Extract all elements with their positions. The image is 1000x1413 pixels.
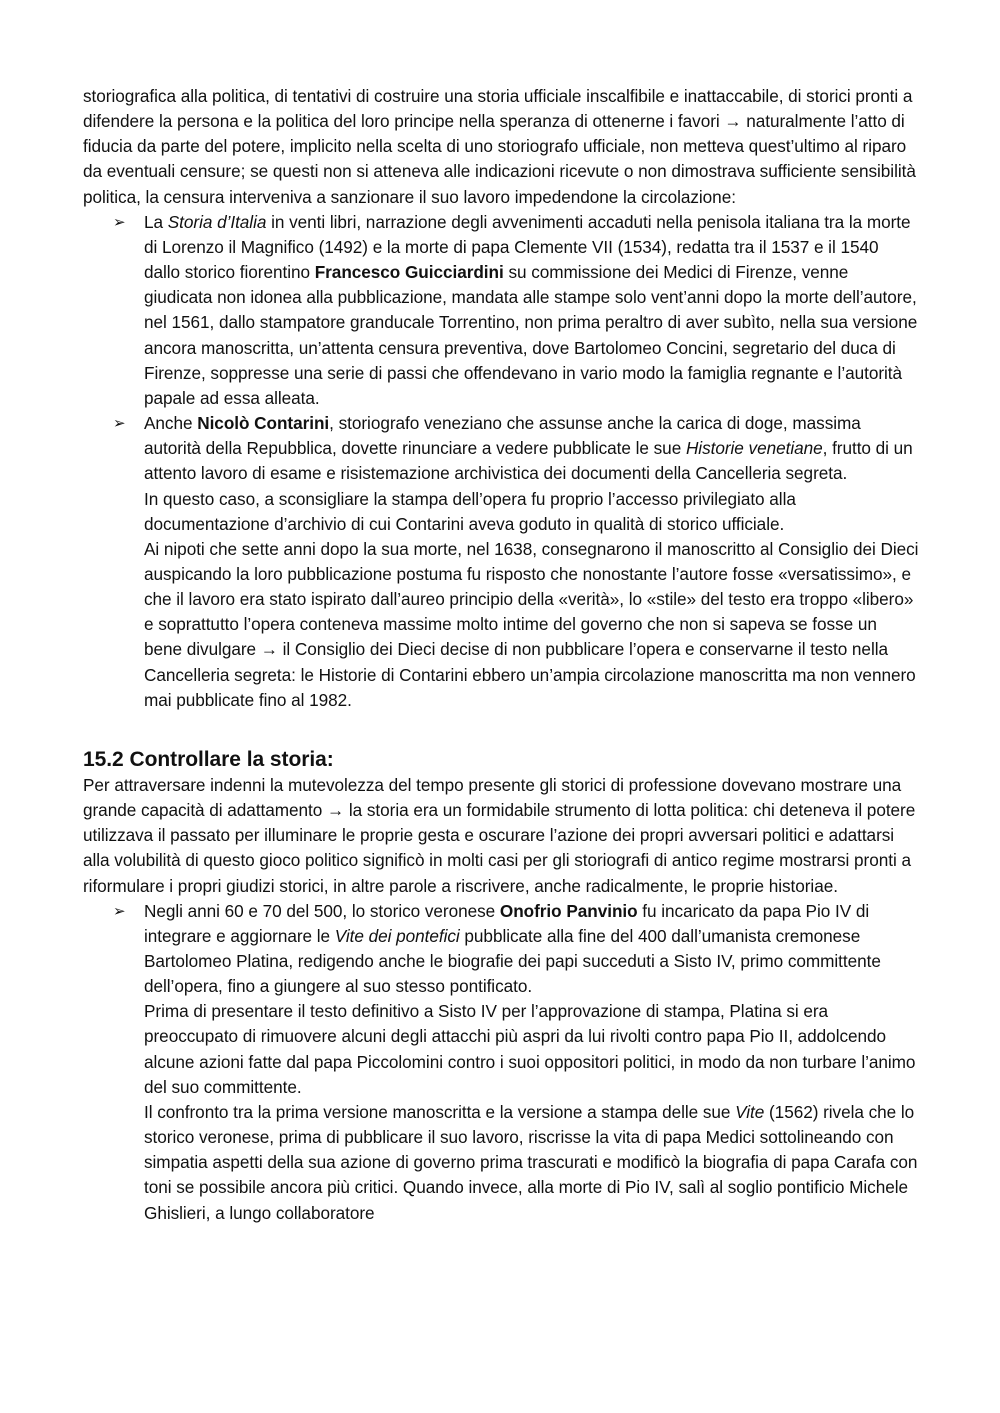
text-run: fu incaricato da papa Pio IV di integrare e aggiornare le <box>144 900 870 946</box>
list-item-guicciardini <box>83 210 919 411</box>
work-title: Vite dei pontefici <box>334 925 460 946</box>
section-heading: 15.2 Controllare la storia: <box>83 747 334 771</box>
text-run: La <box>144 211 168 232</box>
bullet-list-controlling-history <box>83 899 919 1226</box>
text-run: Negli anni 60 e 70 del 500, lo storico veronese <box>144 900 500 921</box>
work-title: Storia d’Italia <box>167 211 267 232</box>
author-name: Francesco Guicciardini <box>314 262 504 283</box>
text-run: su commissione dei Medici di Firenze, venne giudicata non idonea alla pubblicazione, mandata alle stampe solo vent’anni dopo la morte dell’autore, nel 1561, dallo stampatore granducale Torrentino, non prima peraltro di aver subìto, nella sua versione ancora manoscritta, un’attenta censura preventiva, dove Bartolomeo Concini, segretario del duca di Firenze, soppresse una serie di passi che offendevano in vario modo la famiglia regnante e l’autorità papale ad essa alleata. <box>144 262 918 408</box>
document-page <box>83 84 919 1226</box>
arrowhead-bullet-icon: ➢ <box>113 901 126 920</box>
item-paragraph <box>144 411 919 486</box>
item-paragraph: Prima di presentare il testo definitivo a Sisto IV per l’approvazione di stampa, Platina si era preoccupato di rimuovere alcuni degli attacchi più aspri da lui rivolti contro papa Pio II, addolcendo alcune azioni fatte dal papa Piccolomini contro i suoi oppositori politici, in modo da non turbare l’animo del suo committente. <box>144 1001 916 1097</box>
text-run: pubblicate alla fine del 400 dall’umanista cremonese Bartolomeo Platina, redigendo anche le biografie dei papi succeduti a Sisto IV, primo committente dell’opera, fino a giungere al suo stesso pontificato. <box>144 925 881 997</box>
item-paragraph: Ai nipoti che sette anni dopo la sua morte, nel 1638, consegnarono il manoscritto al Consiglio dei Dieci auspicando la loro pubblicazione postuma fu risposto che nonostante l’autore fosse «versatissimo», e che il lavoro era stato ispirato dall’aureo principio della «verità», lo «stile» del testo era troppo «libero» e soprattutto l’opera conteneva massime molto intime del governo che non si sapeva se fosse un bene divulgare → il Consiglio dei Dieci decise di non pubblicare l’opera e conservarne il testo nella Cancelleria segreta: le Historie di Contarini ebbero un’ampia circolazione manoscritta ma non vennero mai pubblicate fino al 1982. <box>144 538 919 710</box>
list-item-panvinio <box>83 899 919 1226</box>
item-paragraph: In questo caso, a sconsigliare la stampa dell’opera fu proprio l’accesso privilegiato alla documentazione d’archivio di cui Contarini aveva goduto in qualità di storico ufficiale. <box>144 488 796 534</box>
arrowhead-bullet-icon: ➢ <box>113 414 126 433</box>
item-paragraph <box>144 1100 919 1226</box>
text-run: (1562) rivela che lo storico veronese, prima di pubblicare il suo lavoro, riscrisse la vita di papa Medici sottolineando con simpatia aspetti della sua azione di governo prima trascurati e modificò la biografia di papa Carafa con toni se possibile ancora più critici. Quando invece, alla morte di Pio IV, salì al soglio pontificio Michele Ghislieri, a lungo collaboratore <box>144 1101 918 1223</box>
list-item-contarini <box>83 411 919 713</box>
item-paragraph <box>144 899 919 1000</box>
text-run: , frutto di un attento lavoro di esame e risistemazione archivistica dei documenti della Cancelleria segreta. <box>144 438 913 484</box>
section-paragraph: Per attraversare indenni la mutevolezza del tempo presente gli storici di professione dovevano mostrare una grande capacità di adattamento → la storia era un formidabile strumento di lotta politica: chi deteneva il potere utilizzava il passato per illuminare le proprie gesta e oscurare l’azione dei propri avversari politici e adattarsi alla volubilità di questo gioco politico significò in molti casi per gli storiografi di antico regime mostrarsi pronti a riformulare i propri giudizi storici, in altre parole a riscrivere, anche radicalmente, le proprie historiae. <box>83 774 916 896</box>
intro-paragraph: storiografica alla politica, di tentativi di costruire una storia ufficiale inscalfibile e inattaccabile, di storici pronti a difendere la persona e la politica del loro principe nella speranza di ottenerne i favori → naturalmente l’atto di fiducia da parte del potere, implicito nella scelta di uno storiografo ufficiale, non metteva quest’ultimo al riparo da eventuali censure; se questi non si atteneva alle indicazioni ricevute o non dimostrava sufficiente sensibilità politica, la censura interveniva a sanzionare il suo lavoro impedendone la circolazione: <box>83 86 916 207</box>
text-run: Anche <box>144 413 198 434</box>
bullet-list-censorship <box>83 210 919 713</box>
arrowhead-bullet-icon: ➢ <box>113 212 126 231</box>
work-title: Historie venetiane <box>685 438 823 459</box>
text-run: Il confronto tra la prima versione manoscritta e la versione a stampa delle sue <box>144 1101 736 1122</box>
text-run: , storiografo veneziano che assunse anche la carica di doge, massima autorità della Repubblica, dovette rinunciare a vedere pubblicate le sue <box>144 413 861 459</box>
work-title: Vite <box>735 1101 765 1122</box>
author-name: Nicolò Contarini <box>197 413 330 434</box>
text-run: in venti libri, narrazione degli avvenimenti accaduti nella penisola italiana tra la morte di Lorenzo il Magnifico (1492) e la morte di papa Clemente VII (1534), redatta tra il 1537 e il 1540 dallo storico fiorentino <box>144 211 911 283</box>
author-name: Onofrio Panvinio <box>499 900 638 921</box>
